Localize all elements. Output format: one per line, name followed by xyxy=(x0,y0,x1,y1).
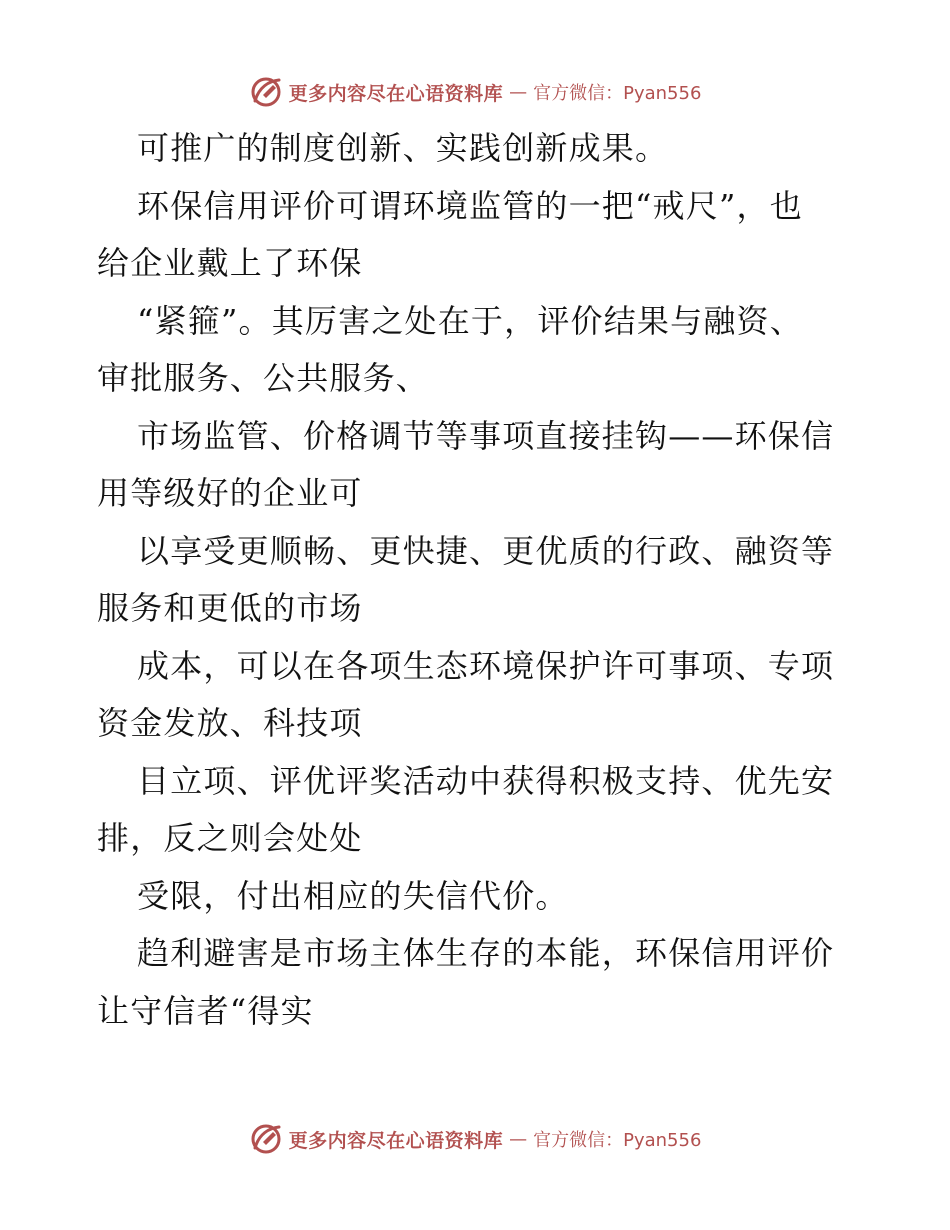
footer-separator: — xyxy=(509,1128,528,1150)
text-line: 受限，付出相应的失信代价。 xyxy=(137,876,569,915)
text-line: 让守信者“得实 xyxy=(97,991,314,1030)
footer-banner xyxy=(0,1119,950,1159)
header-banner xyxy=(0,72,950,112)
text-line: 排，反之则会处处 xyxy=(97,819,363,857)
text-line: 审批服务、公共服务、 xyxy=(97,359,430,397)
text-line: 服务和更低的市场 xyxy=(97,589,363,627)
footer-site-text: 更多内容尽在心语资料库 xyxy=(288,1129,504,1152)
document-body xyxy=(97,120,857,1040)
text-line: 资金发放、科技项 xyxy=(97,704,363,742)
text-line: 以享受更顺畅、更快捷、更优质的行政、融资等 xyxy=(137,531,835,570)
header-wechat-text: 官方微信：Pyan556 xyxy=(533,83,702,104)
text-line: “紧箍”。其厉害之处在于，评价结果与融资、 xyxy=(137,301,803,340)
pen-logo-icon xyxy=(249,75,283,109)
text-line: 趋利避害是市场主体生存的本能，环保信用评价 xyxy=(137,934,835,972)
header-separator: — xyxy=(509,81,528,103)
text-line: 环保信用评价可谓环境监管的一把“戒尺”，也 xyxy=(137,186,803,225)
text-line: 用等级好的企业可 xyxy=(97,474,363,512)
text-line: 给企业戴上了环保 xyxy=(97,244,363,282)
footer-wechat-text: 官方微信：Pyan556 xyxy=(533,1130,702,1151)
text-line: 目立项、评优评奖活动中获得积极支持、优先安 xyxy=(137,761,835,800)
text-line: 市场监管、价格调节等事项直接挂钩——环保信 xyxy=(137,416,835,455)
header-site-text: 更多内容尽在心语资料库 xyxy=(288,82,504,105)
pen-logo-icon xyxy=(249,1122,283,1156)
text-line: 成本，可以在各项生态环境保护许可事项、专项 xyxy=(137,646,835,685)
text-line: 可推广的制度创新、实践创新成果。 xyxy=(137,129,669,167)
